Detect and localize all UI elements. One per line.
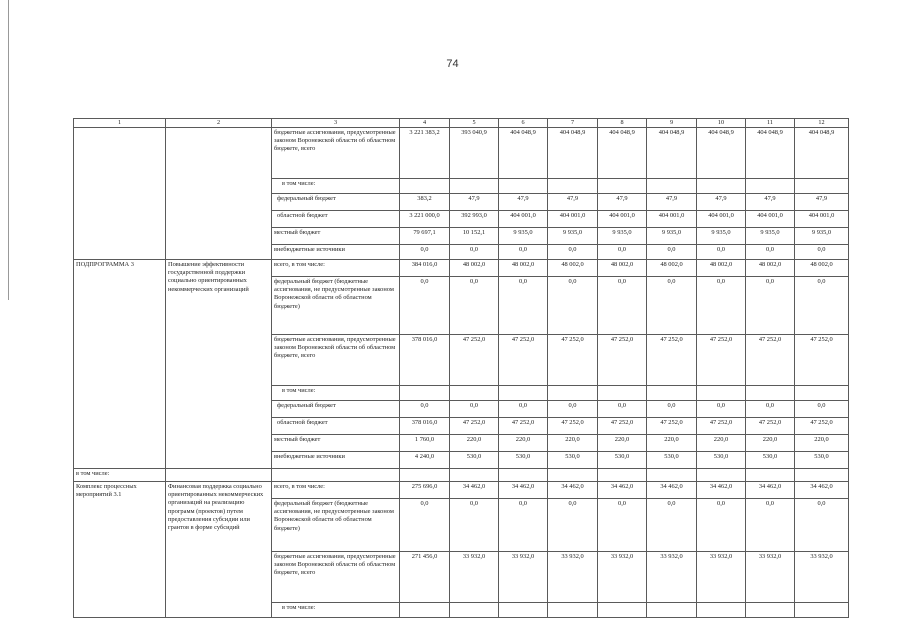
name-cell (166, 128, 272, 260)
value-cell: 404 048,9 (598, 128, 647, 179)
value-cell: 275 696,0 (400, 482, 450, 499)
value-cell: 220,0 (647, 435, 697, 452)
table-row (74, 469, 849, 482)
header-cell: 5 (450, 119, 499, 128)
value-cell: 47 252,0 (647, 418, 697, 435)
value-cell: 530,0 (499, 452, 548, 469)
value-cell: 392 993,0 (450, 211, 499, 228)
table-row (74, 260, 849, 277)
value-cell: 48 002,0 (450, 260, 499, 277)
table-row (74, 128, 849, 179)
value-cell: 47,9 (647, 194, 697, 211)
program-cell: Комплекс процессных мероприятий 3.1 (74, 482, 166, 618)
value-cell: 48 002,0 (795, 260, 849, 277)
value-cell: 47,9 (548, 194, 598, 211)
header-cell: 9 (647, 119, 697, 128)
value-cell (647, 603, 697, 618)
value-cell: 404 048,9 (499, 128, 548, 179)
value-cell (647, 469, 697, 482)
value-cell: 3 221 000,0 (400, 211, 450, 228)
source-cell: бюджетные ассигнования, предусмотренные законом Воронежской области об областном бюджете, всего (272, 552, 400, 603)
value-cell: 0,0 (548, 401, 598, 418)
value-cell: 33 932,0 (450, 552, 499, 603)
value-cell: 33 932,0 (647, 552, 697, 603)
value-cell: 378 016,0 (400, 335, 450, 386)
value-cell: 9 935,0 (697, 228, 746, 245)
source-cell: федеральный бюджет (272, 401, 400, 418)
value-cell: 47 252,0 (697, 335, 746, 386)
value-cell (647, 386, 697, 401)
value-cell: 0,0 (795, 401, 849, 418)
value-cell: 9 935,0 (647, 228, 697, 245)
value-cell: 383,2 (400, 194, 450, 211)
value-cell: 220,0 (697, 435, 746, 452)
value-cell: 404 001,0 (746, 211, 795, 228)
value-cell: 34 462,0 (795, 482, 849, 499)
value-cell: 404 001,0 (499, 211, 548, 228)
header-cell: 7 (548, 119, 598, 128)
value-cell: 404 001,0 (647, 211, 697, 228)
budget-table (73, 118, 849, 618)
header-cell: 11 (746, 119, 795, 128)
source-cell: областной бюджет (272, 211, 400, 228)
source-cell: всего, в том числе: (272, 482, 400, 499)
value-cell: 34 462,0 (450, 482, 499, 499)
value-cell: 0,0 (697, 401, 746, 418)
value-cell: 33 932,0 (697, 552, 746, 603)
value-cell: 404 048,9 (548, 128, 598, 179)
value-cell (450, 386, 499, 401)
value-cell: 48 002,0 (697, 260, 746, 277)
value-cell: 47,9 (450, 194, 499, 211)
value-cell (548, 469, 598, 482)
source-cell: всего, в том числе: (272, 260, 400, 277)
value-cell: 404 001,0 (548, 211, 598, 228)
value-cell: 47 252,0 (746, 335, 795, 386)
value-cell: 0,0 (746, 245, 795, 260)
value-cell: 33 932,0 (746, 552, 795, 603)
value-cell: 47 252,0 (450, 418, 499, 435)
header-cell: 12 (795, 119, 849, 128)
value-cell (795, 603, 849, 618)
value-cell: 0,0 (795, 499, 849, 552)
value-cell: 404 001,0 (598, 211, 647, 228)
value-cell (697, 179, 746, 194)
value-cell: 0,0 (499, 499, 548, 552)
value-cell: 0,0 (795, 245, 849, 260)
value-cell: 47 252,0 (548, 335, 598, 386)
value-cell: 47 252,0 (795, 335, 849, 386)
source-cell (272, 469, 400, 482)
value-cell: 47 252,0 (499, 335, 548, 386)
source-cell: в том числе: (272, 179, 400, 194)
value-cell: 34 462,0 (647, 482, 697, 499)
value-cell: 530,0 (548, 452, 598, 469)
value-cell: 0,0 (647, 401, 697, 418)
value-cell (400, 603, 450, 618)
value-cell (697, 603, 746, 618)
value-cell (697, 469, 746, 482)
value-cell: 48 002,0 (647, 260, 697, 277)
value-cell: 0,0 (598, 277, 647, 335)
header-cell: 2 (166, 119, 272, 128)
value-cell: 0,0 (598, 401, 647, 418)
value-cell: 0,0 (647, 499, 697, 552)
source-cell: федеральный бюджет (272, 194, 400, 211)
value-cell: 404 001,0 (795, 211, 849, 228)
value-cell (795, 469, 849, 482)
header-cell: 3 (272, 119, 400, 128)
value-cell: 0,0 (548, 499, 598, 552)
value-cell: 9 935,0 (548, 228, 598, 245)
value-cell: 47 252,0 (746, 418, 795, 435)
header-cell: 8 (598, 119, 647, 128)
source-cell: в том числе: (272, 603, 400, 618)
value-cell: 47 252,0 (647, 335, 697, 386)
value-cell: 48 002,0 (598, 260, 647, 277)
header-cell: 1 (74, 119, 166, 128)
value-cell: 530,0 (795, 452, 849, 469)
value-cell: 0,0 (697, 277, 746, 335)
value-cell: 0,0 (697, 245, 746, 260)
value-cell: 47 252,0 (450, 335, 499, 386)
value-cell: 378 016,0 (400, 418, 450, 435)
value-cell: 393 040,9 (450, 128, 499, 179)
value-cell: 0,0 (450, 401, 499, 418)
table-header-row (74, 119, 849, 128)
value-cell: 9 935,0 (746, 228, 795, 245)
value-cell: 0,0 (400, 401, 450, 418)
value-cell: 404 048,9 (746, 128, 795, 179)
value-cell: 33 932,0 (598, 552, 647, 603)
value-cell: 0,0 (746, 401, 795, 418)
value-cell: 530,0 (697, 452, 746, 469)
source-cell: областной бюджет (272, 418, 400, 435)
value-cell (746, 469, 795, 482)
name-cell: Финансовая поддержка социально ориентированных некоммерческих организаций на реализацию программ (проектов) путем предоставления субсидии или грантов в форме субсидий (166, 482, 272, 618)
value-cell: 220,0 (746, 435, 795, 452)
source-cell: федеральный бюджет (бюджетные ассигнования, не предусмотренные законом Воронежской области об областном бюджете) (272, 499, 400, 552)
value-cell (450, 179, 499, 194)
source-cell: местный бюджет (272, 435, 400, 452)
value-cell: 48 002,0 (746, 260, 795, 277)
value-cell: 220,0 (499, 435, 548, 452)
value-cell: 384 016,0 (400, 260, 450, 277)
value-cell: 530,0 (746, 452, 795, 469)
value-cell: 404 048,9 (795, 128, 849, 179)
value-cell: 47 252,0 (795, 418, 849, 435)
value-cell (598, 386, 647, 401)
value-cell: 0,0 (598, 499, 647, 552)
source-cell: федеральный бюджет (бюджетные ассигнования, не предусмотренные законом Воронежской области об областном бюджете) (272, 277, 400, 335)
value-cell: 404 048,9 (697, 128, 746, 179)
value-cell (400, 469, 450, 482)
value-cell (548, 603, 598, 618)
value-cell: 47,9 (697, 194, 746, 211)
value-cell: 0,0 (746, 277, 795, 335)
value-cell: 33 932,0 (795, 552, 849, 603)
value-cell: 10 152,1 (450, 228, 499, 245)
value-cell: 47,9 (746, 194, 795, 211)
value-cell: 1 760,0 (400, 435, 450, 452)
value-cell: 34 462,0 (697, 482, 746, 499)
value-cell (697, 386, 746, 401)
value-cell (598, 179, 647, 194)
value-cell: 34 462,0 (746, 482, 795, 499)
value-cell: 220,0 (548, 435, 598, 452)
page-number: 74 (446, 58, 459, 70)
value-cell (548, 179, 598, 194)
value-cell (647, 179, 697, 194)
value-cell: 0,0 (499, 401, 548, 418)
value-cell: 0,0 (697, 499, 746, 552)
source-cell: бюджетные ассигнования, предусмотренные законом Воронежской области об областном бюджете, всего (272, 128, 400, 179)
value-cell: 271 456,0 (400, 552, 450, 603)
value-cell: 0,0 (746, 499, 795, 552)
source-cell: внебюджетные источники (272, 452, 400, 469)
value-cell (499, 469, 548, 482)
value-cell: 47 252,0 (697, 418, 746, 435)
value-cell: 79 697,1 (400, 228, 450, 245)
value-cell: 0,0 (450, 499, 499, 552)
value-cell: 3 221 383,2 (400, 128, 450, 179)
value-cell: 47 252,0 (548, 418, 598, 435)
value-cell (499, 179, 548, 194)
value-cell: 404 048,9 (647, 128, 697, 179)
value-cell: 34 462,0 (499, 482, 548, 499)
value-cell (400, 386, 450, 401)
value-cell: 0,0 (795, 277, 849, 335)
value-cell: 0,0 (450, 277, 499, 335)
header-cell: 10 (697, 119, 746, 128)
section-label: в том числе: (74, 469, 166, 482)
value-cell (746, 386, 795, 401)
value-cell: 33 932,0 (499, 552, 548, 603)
value-cell (598, 603, 647, 618)
value-cell: 9 935,0 (795, 228, 849, 245)
value-cell: 0,0 (400, 277, 450, 335)
value-cell (499, 386, 548, 401)
value-cell (499, 603, 548, 618)
value-cell: 0,0 (647, 277, 697, 335)
value-cell: 0,0 (598, 245, 647, 260)
program-cell: ПОДПРОГРАММА 3 (74, 260, 166, 469)
value-cell: 220,0 (598, 435, 647, 452)
source-cell: в том числе: (272, 386, 400, 401)
page-edge-line (8, 0, 9, 300)
value-cell: 47 252,0 (499, 418, 548, 435)
value-cell: 34 462,0 (598, 482, 647, 499)
name-cell: Повышение эффективности государственной поддержки социально ориентированных некоммерческих организаций (166, 260, 272, 469)
table-row (74, 482, 849, 499)
source-cell: бюджетные ассигнования, предусмотренные законом Воронежской области об областном бюджете, всего (272, 335, 400, 386)
value-cell: 4 240,0 (400, 452, 450, 469)
name-cell (166, 469, 272, 482)
program-cell (74, 128, 166, 260)
value-cell: 0,0 (499, 277, 548, 335)
value-cell (746, 179, 795, 194)
value-cell: 530,0 (647, 452, 697, 469)
value-cell: 0,0 (548, 277, 598, 335)
value-cell: 530,0 (450, 452, 499, 469)
value-cell: 0,0 (400, 499, 450, 552)
header-cell: 6 (499, 119, 548, 128)
value-cell: 0,0 (400, 245, 450, 260)
value-cell: 9 935,0 (499, 228, 548, 245)
value-cell: 34 462,0 (548, 482, 598, 499)
value-cell (746, 603, 795, 618)
value-cell (795, 179, 849, 194)
source-cell: внебюджетные источники (272, 245, 400, 260)
value-cell: 47 252,0 (598, 335, 647, 386)
value-cell (450, 469, 499, 482)
value-cell: 0,0 (548, 245, 598, 260)
value-cell (598, 469, 647, 482)
value-cell: 33 932,0 (548, 552, 598, 603)
value-cell: 47,9 (499, 194, 548, 211)
value-cell: 404 001,0 (697, 211, 746, 228)
value-cell (548, 386, 598, 401)
value-cell (795, 386, 849, 401)
value-cell: 47,9 (598, 194, 647, 211)
value-cell: 9 935,0 (598, 228, 647, 245)
value-cell: 220,0 (450, 435, 499, 452)
value-cell (400, 179, 450, 194)
source-cell: местный бюджет (272, 228, 400, 245)
value-cell: 47 252,0 (598, 418, 647, 435)
value-cell (450, 603, 499, 618)
header-cell: 4 (400, 119, 450, 128)
value-cell: 0,0 (647, 245, 697, 260)
value-cell: 530,0 (598, 452, 647, 469)
value-cell: 48 002,0 (548, 260, 598, 277)
value-cell: 220,0 (795, 435, 849, 452)
value-cell: 48 002,0 (499, 260, 548, 277)
value-cell: 0,0 (499, 245, 548, 260)
value-cell: 0,0 (450, 245, 499, 260)
value-cell: 47,9 (795, 194, 849, 211)
